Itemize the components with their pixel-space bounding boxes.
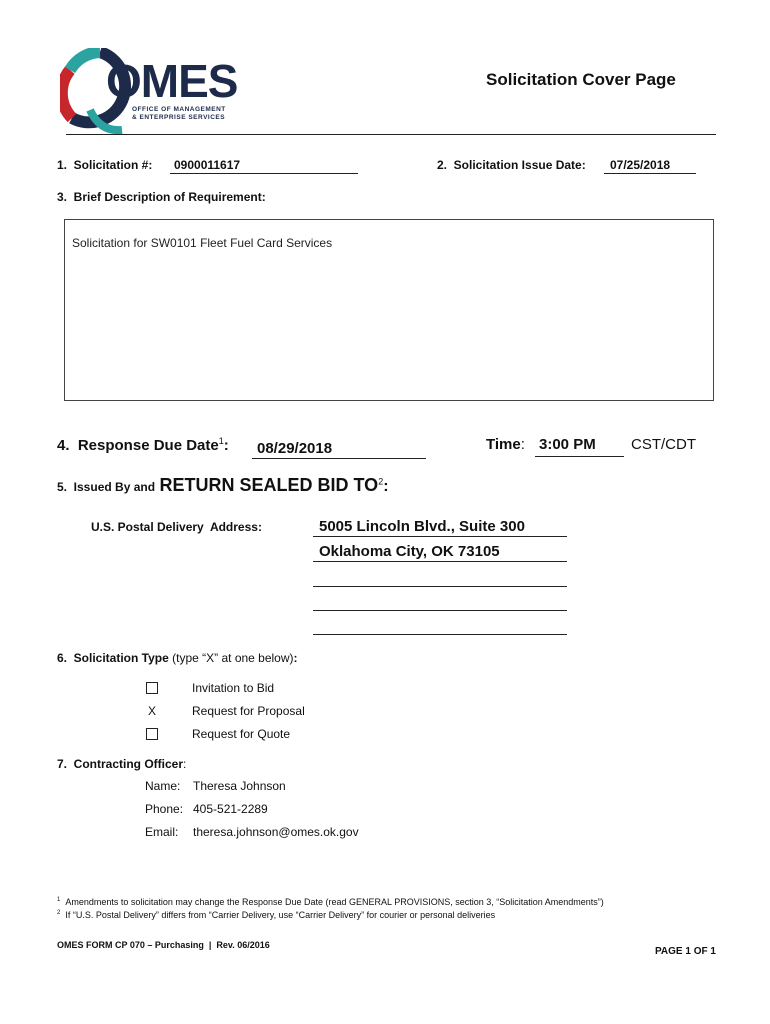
header-rule (66, 134, 716, 135)
description-text: Solicitation for SW0101 Fleet Fuel Card Services (72, 236, 333, 250)
omes-wordmark: OMES (106, 55, 238, 107)
option-label: Request for Proposal (192, 704, 305, 718)
option-label: Invitation to Bid (192, 681, 275, 695)
form-id: OMES FORM CP 070 – Purchasing | Rev. 06/2016 (57, 940, 270, 950)
time-label: Time: (486, 436, 525, 453)
address-line3-field[interactable] (313, 568, 567, 587)
description-box[interactable] (64, 219, 714, 401)
solicitation-number-label: 1. Solicitation #: (57, 158, 153, 172)
address-line2-field[interactable] (313, 543, 567, 562)
option-request-for-quote[interactable] (145, 726, 345, 742)
solicitation-type-label: 6. Solicitation Type (type “X” at one below): (57, 651, 298, 665)
address-line1-field[interactable] (313, 518, 567, 537)
option-mark[interactable]: X (147, 704, 156, 718)
description-label: 3. Brief Description of Requirement: (57, 190, 266, 204)
officer-name-value: Theresa Johnson (193, 779, 286, 793)
time-value: 3:00 PM (539, 436, 596, 453)
footnote-2: $^2$ If “U.S. Postal Delivery” differs from “Carrier Delivery, use “Carrier Delivery” for courier or personal deliveries (57, 910, 496, 920)
checkbox-icon (146, 728, 158, 740)
checkbox-icon (146, 682, 158, 694)
page-number: PAGE 1 OF 1 (655, 946, 716, 957)
page-title: Solicitation Cover Page (486, 70, 676, 89)
option-mark[interactable] (145, 681, 159, 699)
omes-subtitle-line1: OFFICE OF MANAGEMENT (132, 106, 226, 113)
issue-date-value: 07/25/2018 (610, 158, 671, 172)
address-line4-field[interactable] (313, 592, 567, 611)
omes-logo (60, 48, 240, 138)
option-mark[interactable] (145, 727, 159, 745)
address-line2-value: Oklahoma City, OK 73105 (319, 543, 500, 560)
officer-email-value: theresa.johnson@omes.ok.gov (193, 825, 359, 839)
postal-address-label: U.S. Postal Delivery Address: (91, 520, 262, 534)
solicitation-number-field[interactable] (170, 158, 358, 174)
option-label: Request for Quote (192, 727, 291, 741)
option-invitation-to-bid[interactable] (145, 680, 345, 696)
response-due-label: 4. Response Due Date$^1$: (57, 436, 229, 454)
solicitation-number-value: 0900011617 (174, 158, 241, 172)
omes-subtitle-line2: & ENTERPRISE SERVICES (132, 114, 226, 121)
option-request-for-proposal[interactable] (145, 703, 345, 719)
issued-by-label: 5. Issued By and RETURN SEALED BID $TO^2$: (57, 475, 389, 495)
officer-phone-label: Phone: (145, 802, 184, 816)
address-line1-value: 5005 Lincoln Blvd., Suite 300 (319, 518, 525, 535)
footnote-1: $^1$ Amendments to solicitation may change the Response Due Date (read GENERAL PROVISIONS, section 3, “Solicitation Amendments”) (57, 897, 604, 907)
officer-name-label: Name: (145, 779, 181, 793)
issue-date-field[interactable] (604, 158, 696, 174)
contracting-officer-label: 7. Contracting Officer: (57, 757, 187, 771)
address-line5-field[interactable] (313, 616, 567, 635)
officer-email-label: Email: (145, 825, 179, 839)
issue-date-label: 2. Solicitation Issue Date: (437, 158, 586, 172)
officer-phone-value: 405-521-2289 (193, 802, 268, 816)
timezone-text: CST/CDT (631, 436, 696, 453)
response-due-date-field[interactable] (252, 440, 426, 459)
response-due-date-value: 08/29/2018 (257, 440, 333, 457)
time-field[interactable] (535, 436, 624, 457)
